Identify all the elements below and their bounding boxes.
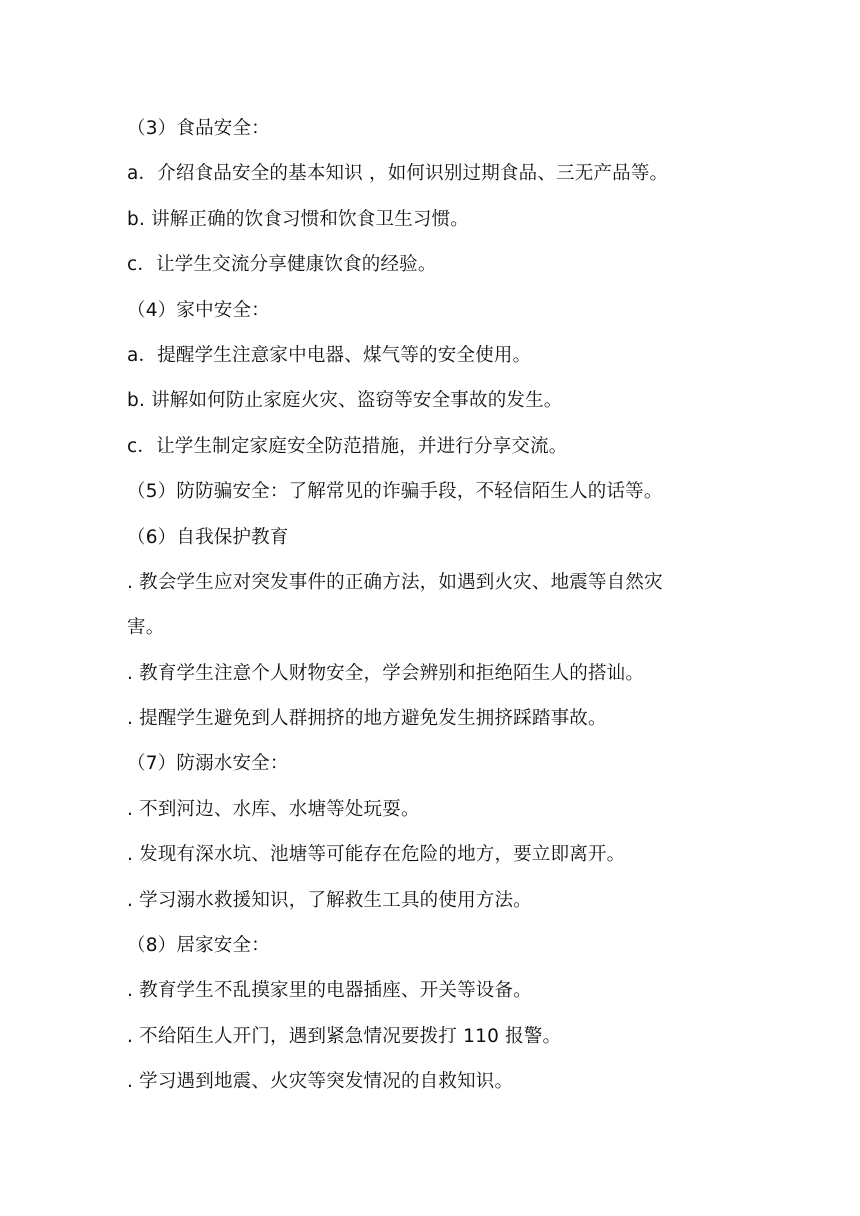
paragraph-line: . 提醒学生避免到人群拥挤的地方避免发生拥挤踩踏事故。 [127,708,607,730]
paragraph-line: a．介绍食品安全的基本知识 ，如何识别过期食品、三无产品等。 [127,163,669,185]
document-body [127,111,727,1110]
section-heading-food-safety: （3）食品安全： [127,118,270,139]
paragraph-line: . 教育学生注意个人财物安全，学会辨别和拒绝陌生人的搭讪。 [127,662,645,684]
section-heading-self-protection: （6）自我保护教育 [127,526,289,548]
paragraph-line: c．让学生交流分享健康饮食的经验。 [127,254,437,276]
paragraph-line: . 教会学生应对突发事件的正确方法，如遇到火灾、地震等自然灾 [127,571,663,593]
section-heading-home-safety: （4）家中安全： [127,299,270,321]
paragraph-line: . 不给陌生人开门，遇到紧急情况要拨打 110 报警。 [127,1025,562,1047]
section-heading-drowning-prevention: （7）防溺水安全： [127,753,289,775]
paragraph-line-continuation: 害。 [127,617,165,639]
paragraph-line: a．提醒学生注意家中电器、煤气等的安全使用。 [127,344,532,366]
paragraph-line: . 发现有深水坑、池塘等可能存在危险的地方，要立即离开。 [127,844,626,866]
paragraph-line: . 学习溺水救援知识，了解救生工具的使用方法。 [127,889,532,911]
paragraph-line: . 学习遇到地震、火灾等突发情况的自救知识。 [127,1071,514,1093]
paragraph-line: b. 讲解如何防止家庭火灾、盗窃等安全事故的发生。 [127,390,563,412]
section-heading-home-living-safety: （8）居家安全： [127,935,270,957]
section-heading-anti-fraud: （5）防防骗安全：了解常见的诈骗手段，不轻信陌生人的话等。 [127,481,663,503]
paragraph-line: c．让学生制定家庭安全防范措施，并进行分享交流。 [127,435,568,457]
paragraph-line: . 教育学生不乱摸家里的电器插座、开关等设备。 [127,980,532,1002]
paragraph-line: . 不到河边、水库、水塘等处玩耍。 [127,798,420,820]
paragraph-line: b. 讲解正确的饮食习惯和饮食卫生习惯。 [127,208,470,230]
